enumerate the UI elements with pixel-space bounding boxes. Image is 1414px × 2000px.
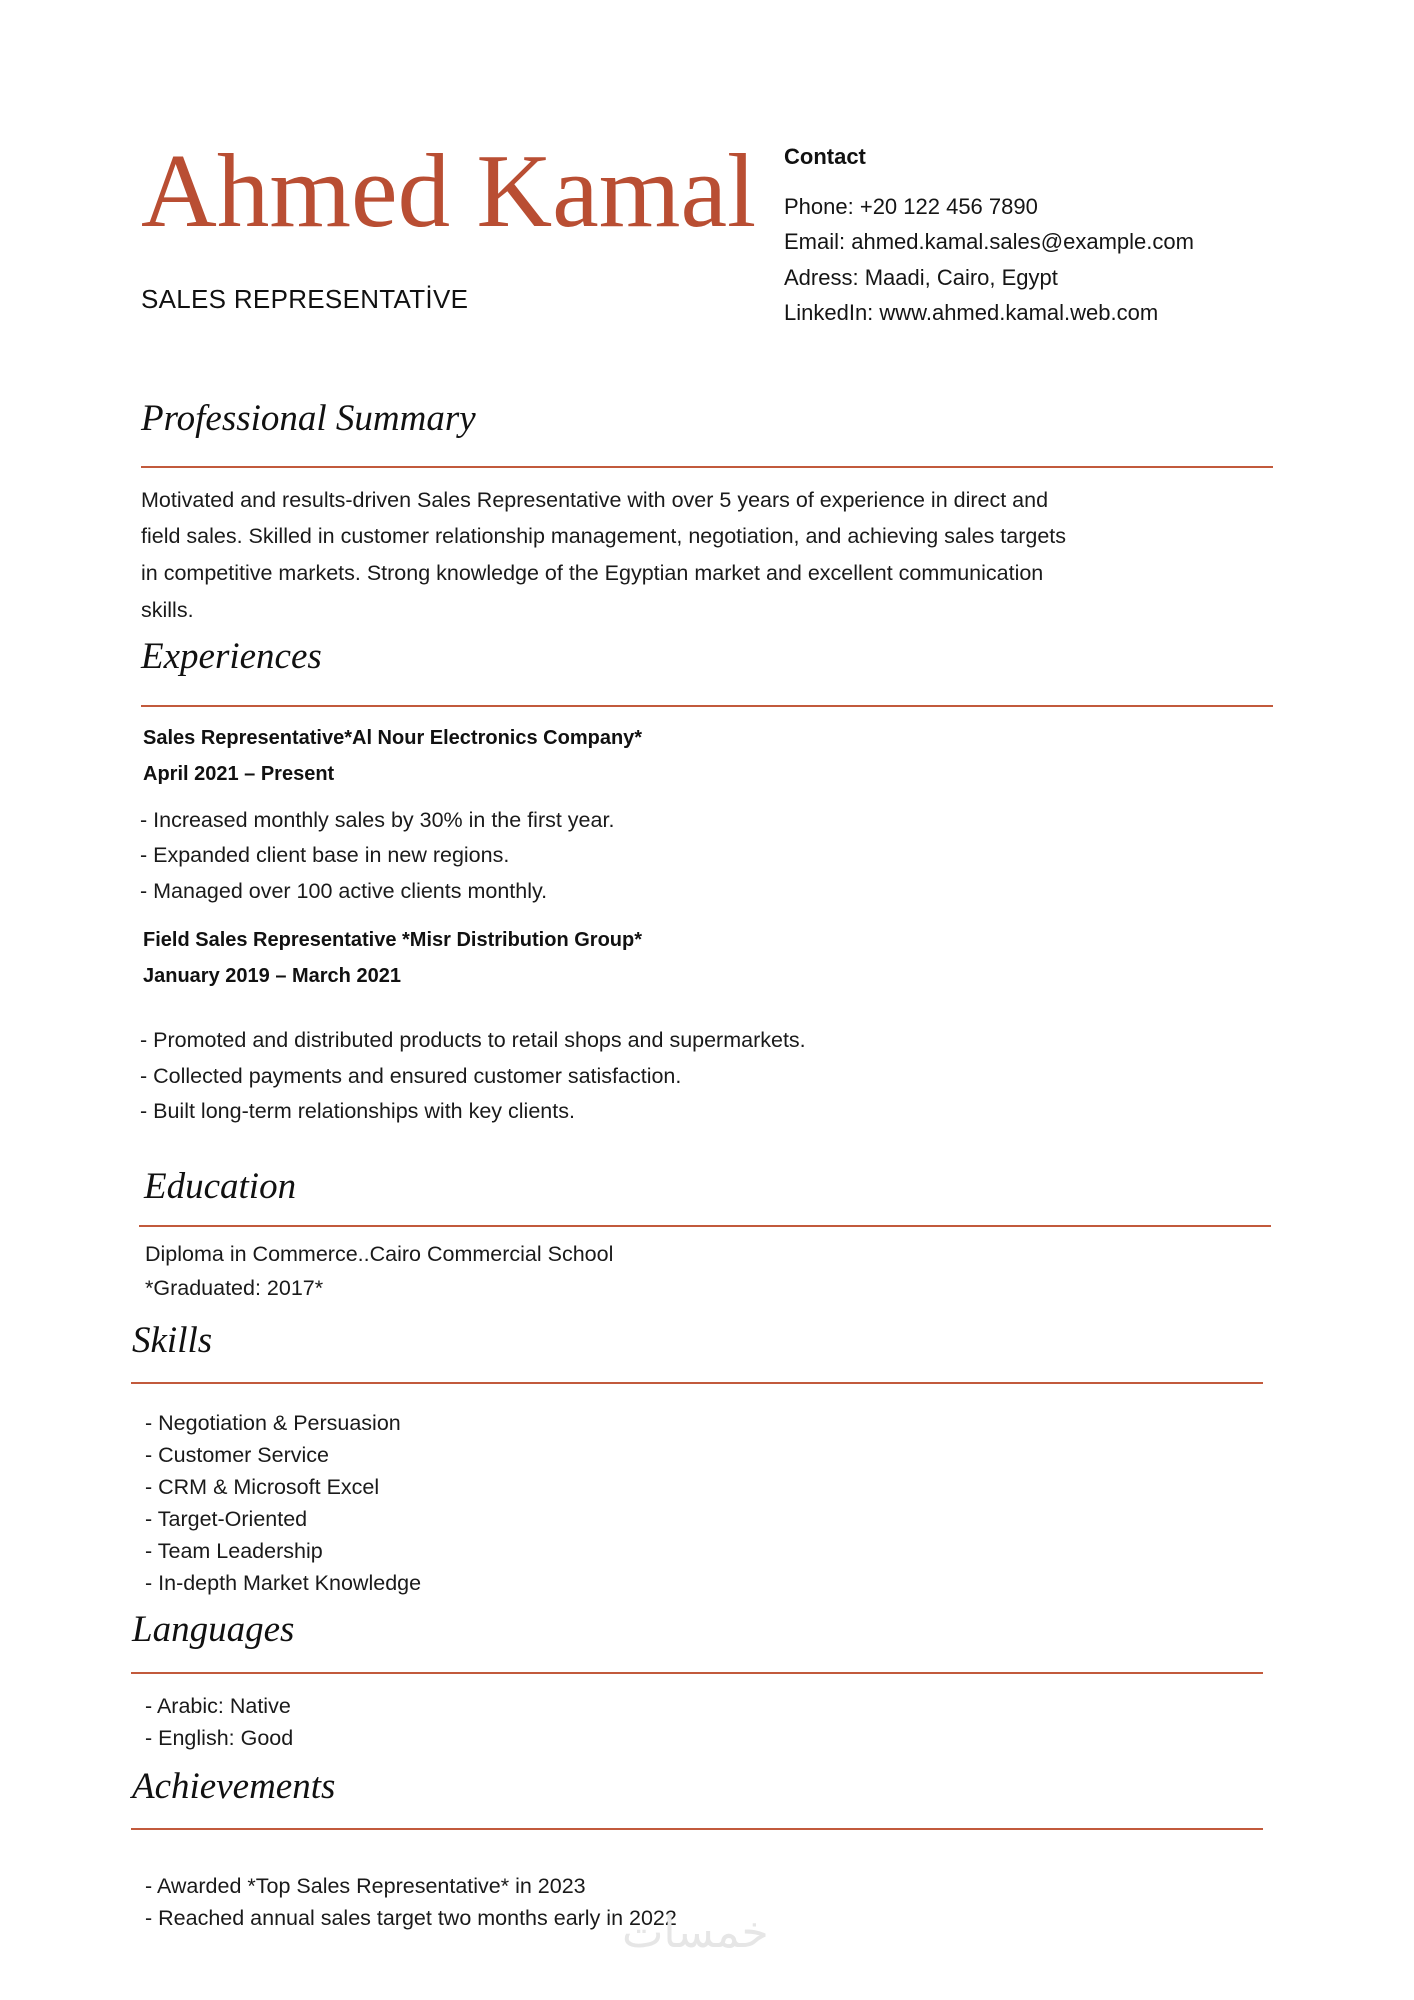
skill-item: - Team Leadership: [145, 1539, 323, 1563]
contact-address: Adress: Maadi, Cairo, Egypt: [784, 265, 1058, 290]
job-bullet: - Promoted and distributed products to retail shops and supermarkets.: [140, 1028, 806, 1052]
job-dates: January 2019 – March 2021: [143, 965, 401, 987]
job-dates: April 2021 – Present: [143, 763, 335, 785]
summary-divider: [141, 466, 1273, 468]
job-bullet: - Increased monthly sales by 30% in the first year.: [140, 808, 615, 832]
languages-heading: Languages: [132, 1609, 295, 1650]
experience-divider: [141, 705, 1273, 707]
language-item: - English: Good: [145, 1726, 294, 1750]
summary-heading: Professional Summary: [141, 398, 476, 439]
contact-phone: Phone: +20 122 456 7890: [784, 194, 1038, 219]
experience-heading: Experiences: [141, 636, 322, 677]
contact-email: Email: ahmed.kamal.sales@example.com: [784, 229, 1194, 254]
job-bullet: - Collected payments and ensured customer satisfaction.: [140, 1064, 682, 1088]
skills-divider: [131, 1382, 1263, 1384]
watermark-logo: خمسات: [622, 1907, 769, 1958]
education-heading: Education: [144, 1166, 297, 1207]
job-bullet: - Managed over 100 active clients monthly.: [140, 879, 548, 903]
summary-line: Motivated and results-driven Sales Representative with over 5 years of experience in direct and: [141, 488, 1049, 512]
contact-linkedin: LinkedIn: www.ahmed.kamal.web.com: [784, 300, 1159, 325]
achievement-item: - Awarded *Top Sales Representative* in 2023: [145, 1874, 586, 1898]
job-bullet: - Expanded client base in new regions.: [140, 843, 510, 867]
skill-item: - Target-Oriented: [145, 1507, 308, 1531]
job-bullet: - Built long-term relationships with key clients.: [140, 1099, 575, 1123]
skill-item: - In-depth Market Knowledge: [145, 1571, 422, 1595]
summary-line: skills.: [141, 598, 194, 622]
languages-divider: [131, 1672, 1263, 1674]
contact-heading: Contact: [784, 144, 866, 169]
achievements-heading: Achievements: [132, 1766, 336, 1807]
job-title-company: Sales Representative*Al Nour Electronics Company*: [143, 727, 643, 749]
skill-item: - Customer Service: [145, 1443, 329, 1467]
summary-line: in competitive markets. Strong knowledge of the Egyptian market and excellent communication: [141, 561, 1044, 585]
skill-item: - Negotiation & Persuasion: [145, 1411, 401, 1435]
candidate-name: Ahmed Kamal: [141, 132, 757, 249]
education-degree: Diploma in Commerce..Cairo Commercial School: [145, 1242, 614, 1266]
language-item: - Arabic: Native: [145, 1694, 291, 1718]
skill-item: - CRM & Microsoft Excel: [145, 1475, 380, 1499]
summary-line: field sales. Skilled in customer relationship management, negotiation, and achieving sales targets: [141, 524, 1067, 548]
education-graduated: *Graduated: 2017*: [145, 1276, 324, 1300]
job-title-company: Field Sales Representative *Misr Distribution Group*: [143, 929, 643, 951]
education-divider: [139, 1225, 1271, 1227]
job-title: SALES REPRESENTATİVE: [141, 284, 469, 314]
achievements-divider: [131, 1828, 1263, 1830]
achievement-item: - Reached annual sales target two months early in 2022: [145, 1906, 677, 1930]
skills-heading: Skills: [132, 1320, 213, 1361]
